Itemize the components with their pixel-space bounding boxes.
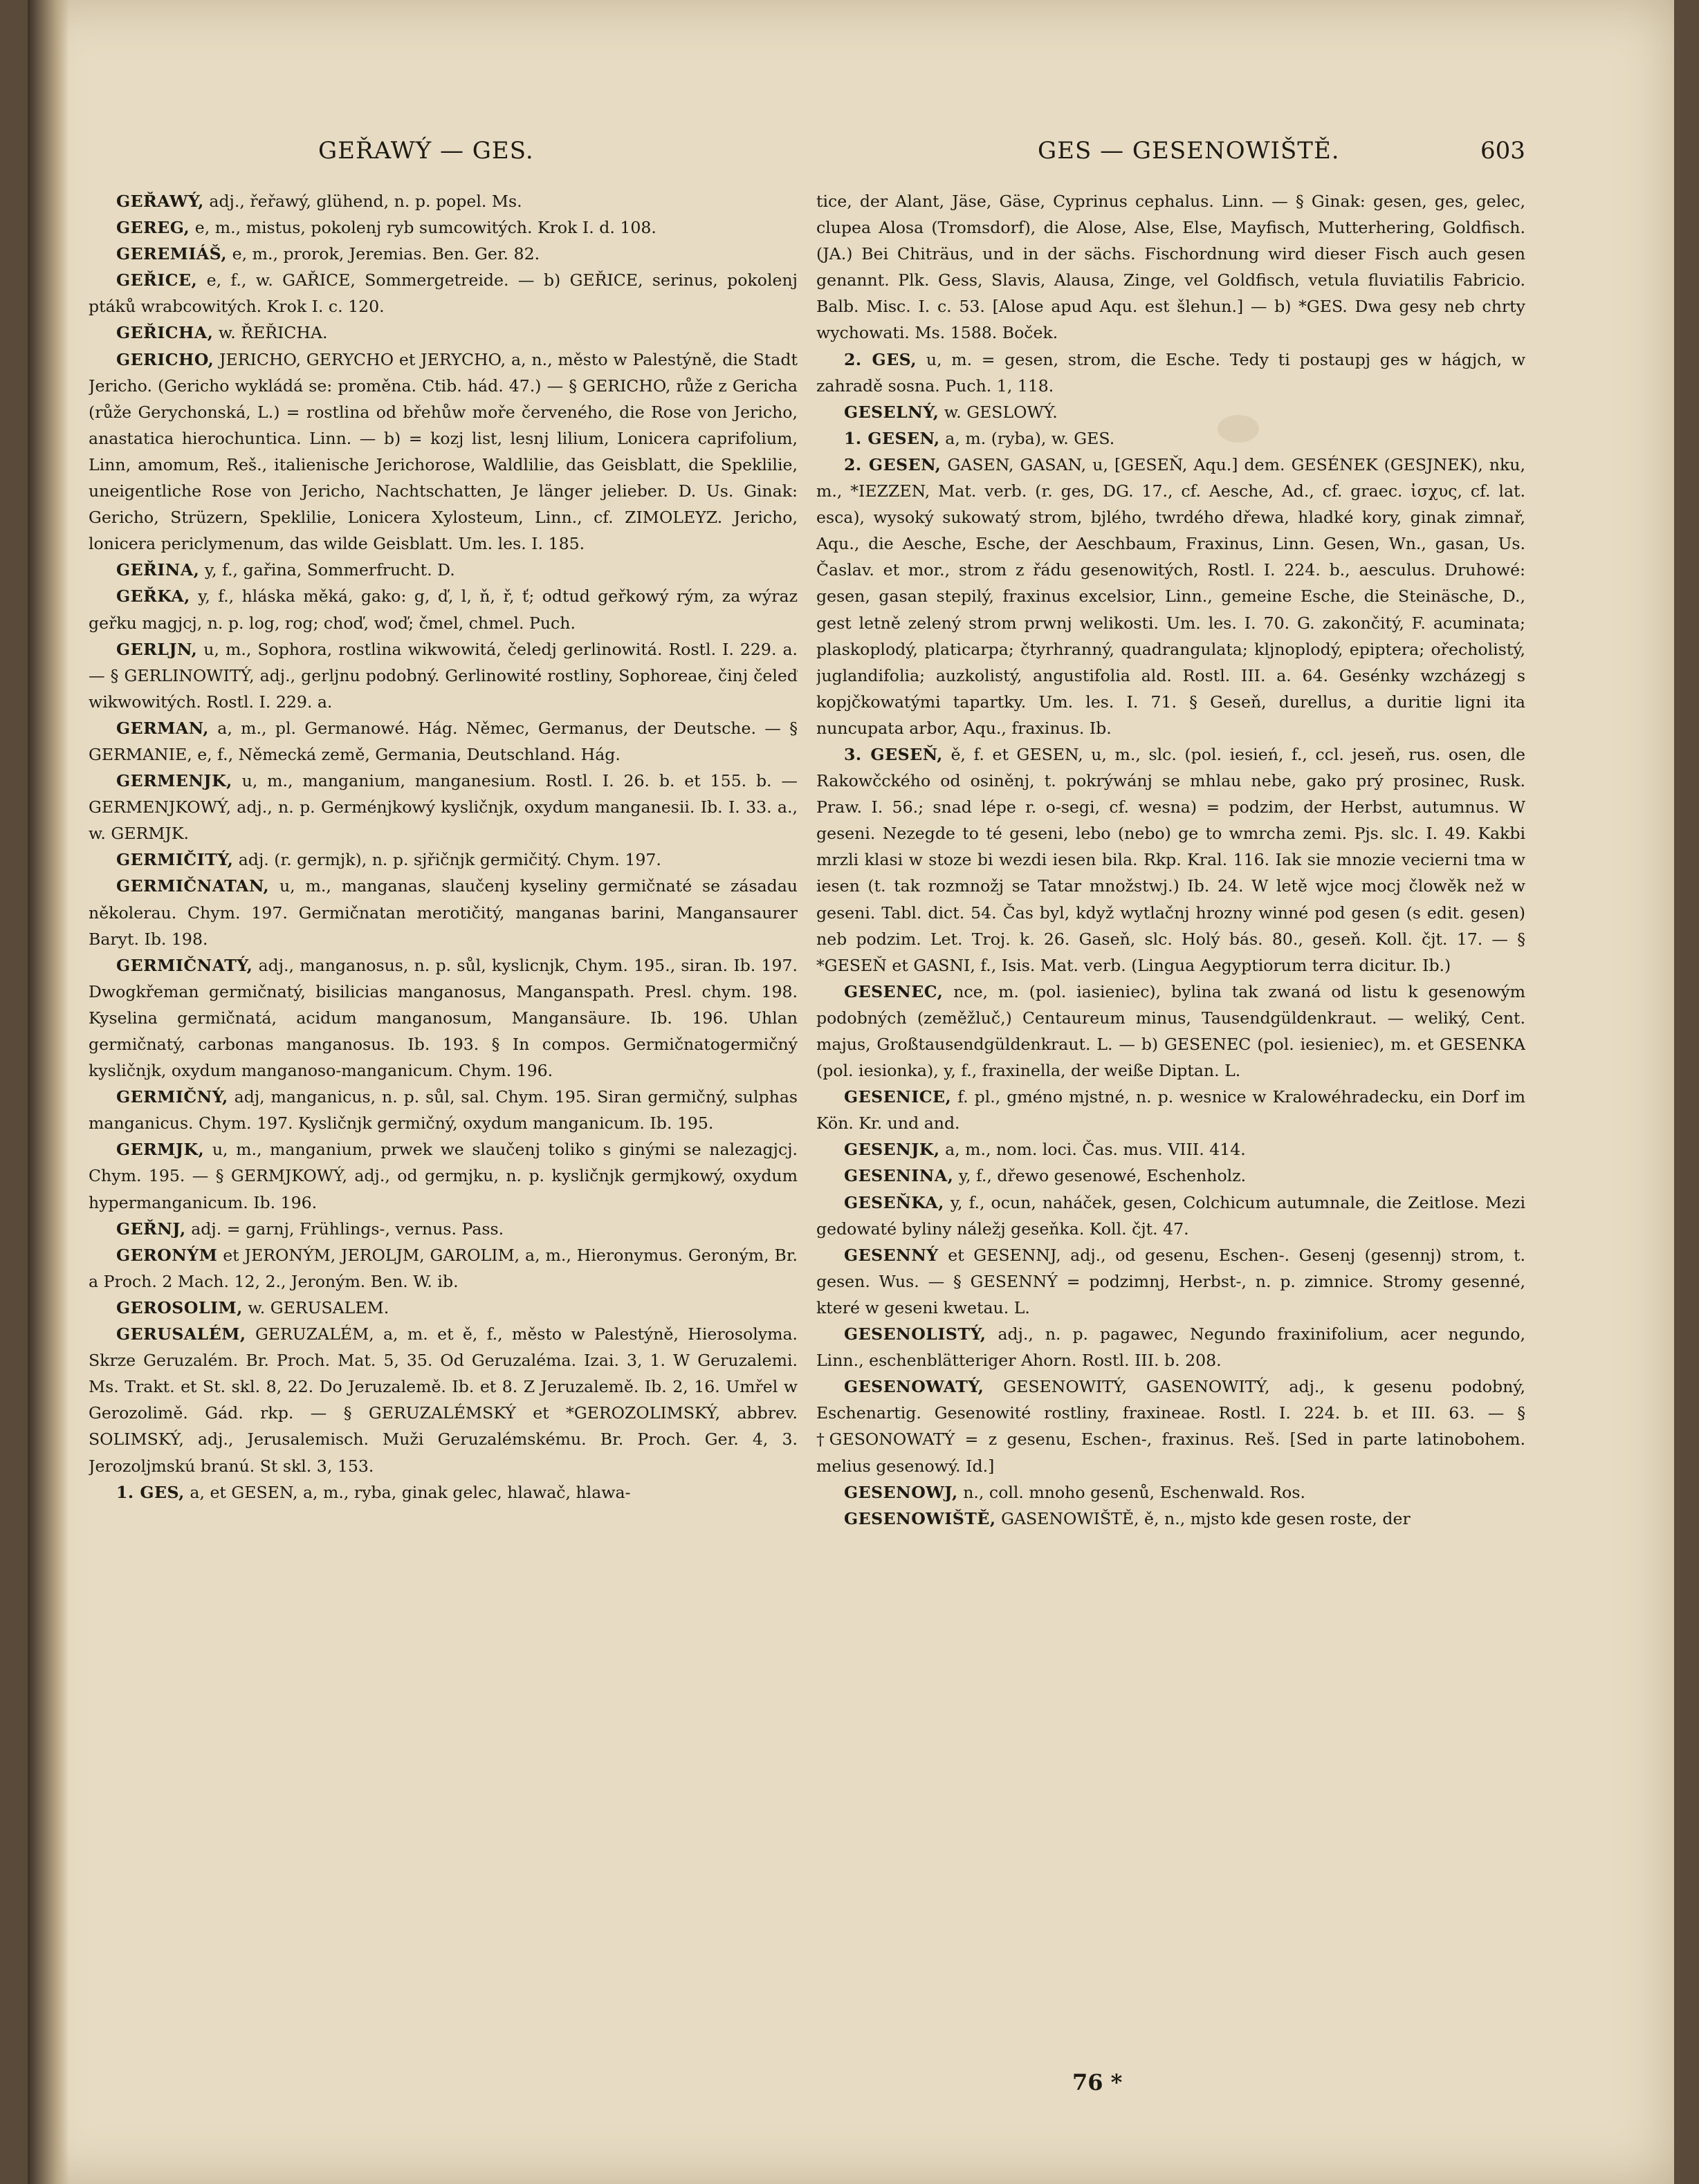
running-head-right: GES — GESENOWIŠTĚ. [1038,137,1340,165]
entry-headword: GERMAN, [116,718,209,738]
dictionary-entry [89,557,798,583]
entry-headword: GERMIČNATÝ, [116,955,253,975]
entry-definition: u, m., manganium, prwek we slaučenj toliko s ginými se nalezagjcj. Chym. 195. — § GERMJKOWÝ, adj., od germjku, n. p. kysličnjk germjkowý, oxydum hypermanganicum. Ib. 196. [89,1140,798,1212]
entry-headword: 1. GESEN, [844,428,940,448]
dictionary-entry [816,1242,1525,1321]
entry-definition: n., coll. mnoho gesenů, Eschenwald. Ros. [963,1482,1305,1502]
entry-definition: a, m. (ryba), w. GES. [945,428,1115,448]
entry-definition: a, m., pl. Germanowé. Hág. Němec, Germanus, der Deutsche. — § GERMANIE, e, f., Německá země, Germania, Deutschland. Hág. [89,718,798,764]
dictionary-entry [816,1373,1525,1479]
dictionary-entry [816,188,1525,346]
entry-headword: GEŘICHA, [116,323,214,343]
entry-definition: et GESENNJ, adj., od gesenu, Eschen-. Gesenj (gesennj) strom, t. gesen. Wus. — § GESENNÝ = podzimnj, Herbst-, n. p. zimnice. Stromy gesenné, které w geseni kwetau. L. [816,1245,1525,1317]
dictionary-entry [89,1479,798,1506]
dictionary-entry [89,768,798,846]
entry-definition: GESENOWITÝ, GASENOWITÝ, adj., k gesenu podobný, Eschenartig. Gesenowité rostliny, fraxineae. Rostl. I. 224. b. et III. 63. — § †GESONOWATÝ = z gesenu, Eschen-, fraxinus. Reš. [Sed in parte latinobohem. melius gesenowý. Id.] [816,1377,1525,1476]
entry-headword: GESELNÝ, [844,402,939,422]
entry-definition: y, f., gařina, Sommerfrucht. D. [204,560,455,580]
entry-headword: GESEŇKA, [844,1192,944,1212]
dictionary-entry [89,1216,798,1242]
entry-definition: ě, f. et GESEN, u, m., slc. (pol. iesień, f., ccl. jeseň, rus. osen, dle Rakowčckého od osiněnj, t. pokrýwánj se mhlau nebe, gako prý prosinec, Rusk. Praw. I. 56.; snad lépe r. o-segi, cf. wesna) = podzim, der Herbst, autumnus. W geseni. Nezegde to té geseni, lebo (nebo) ge to wmrcha zemi. Pjs. slc. I. 49. Kakbi mrzli klasi w stoze bi wezdi iesen bila. Rkp. Kral. 116. Iak sie mnozie vecierni tma w iesen (t. tak rozmnožj se Tatar množstwj.) Ib. 24. W letě wjce mocj člowěk než w geseni. Tabl. dict. 54. Čas byl, když wytlačnj hrozny winné pod gesen (s edit. gesen) neb podzim. Let. Troj. k. 26. Gaseň, slc. Holý bás. 80., geseň. Koll. čjt. 17. — § *GESEŇ et GASNI, f., Isis. Mat. verb. (Lingua Aegyptiorum terra dicitur. Ib.) [816,744,1525,975]
entry-headword: GESENJK, [844,1140,940,1160]
entry-definition: u, m., Sophora, rostlina wikwowitá, čeledj gerlinowitá. Rostl. I. 229. a. — § GERLINOWITÝ, adj., gerljnu podobný. Gerlinowité rostliny, Sophoreae, činj čeleď wikwowitých. Rostl. I. 229. a. [89,639,798,712]
entry-headword: GEREG, [116,218,190,238]
entry-definition: GASENOWIŠTĚ, ě, n., mjsto kde gesen roste, der [1001,1508,1411,1528]
entry-definition: y, f., dřewo gesenowé, Eschenholz. [958,1166,1247,1186]
entry-headword: GERONÝM [116,1245,218,1265]
entry-definition: w. GESLOWÝ. [944,402,1058,422]
dictionary-entry [89,636,798,715]
entry-headword: GESENEC, [844,981,944,1001]
dictionary-entry [816,1163,1525,1189]
entry-headword: GESENOWATÝ, [844,1377,984,1397]
entry-headword: 3. GESEŇ, [844,744,943,764]
entry-definition: a, et GESEN, a, m., ryba, ginak gelec, hlawač, hlawa- [190,1482,631,1502]
entry-definition: GASEN, GASAN, u, [GESEŇ, Aqu.] dem. GESÉNEK (GESJNEK), nku, m., *IEZZEN, Mat. verb. (r. ges, DG. 17., cf. Aesche, Ad., cf. graec. ἰσχυς, cf. lat. esca), wysoký sukowatý strom, bjlého, twrdého dřewa, hladké kory, ginak zimnař, Aqu., die Aesche, Esche, der Aeschbaum, Fraxinus, Linn. Gesen, Wn., gasan, Us. Časlav. et mor., strom z řádu gesenowitých, Rostl. I. 224. b., aesculus. Druhowé: gesen, gasan stepilý, fraxinus excelsior, Linn., gemeine Esche, die Steinäsche, D., gest letně zelený strom prwnj welikosti. Um. les. I. 70. G. zakončitý, F. acuminata; plaskoplodý, platicarpa; čtyrhranný, quadrangulata; kljnoplodý, epiptera; ořecholistý, juglandifolia; auzkolistý, angustifolia ald. Rostl. III. a. 64. Gesénky wzcházegj s kopjčkowatými tapartky. Um. les. I. 71. § Geseň, durellus, a duritie ligni ita nuncupata arbor, Aqu., fraxinus. Ib. [816,454,1525,738]
entry-definition: y, f., ocun, naháček, gesen, Colchicum autumnale, die Zeitlose. Mezi gedowaté byliny náležj geseňka. Koll. čjt. 47. [816,1192,1525,1239]
entry-definition: adj., řeřawý, glühend, n. p. popel. Ms. [209,192,522,211]
dictionary-entry [89,1242,798,1295]
left-column [89,188,798,2042]
entry-headword: GERMIČITÝ, [116,850,234,870]
dictionary-page [28,0,1674,2184]
dictionary-entry [89,214,798,241]
entry-definition: f. pl., gméno mjstné, n. p. wesnice w Kralowéhradecku, ein Dorf im Kön. Kr. und and. [816,1087,1525,1133]
dictionary-entry [89,1295,798,1321]
dictionary-entry [89,267,798,320]
entry-headword: GESENOWJ, [844,1482,958,1502]
dictionary-entry [816,452,1525,741]
dictionary-entry [89,188,798,214]
entry-headword: GEROSOLIM, [116,1297,243,1317]
entry-definition: et JERONÝM, JEROLJM, GAROLIM, a, m., Hieronymus. Geroným, Br. a Proch. 2 Mach. 12, 2., Jeroným. Ben. W. ib. [89,1245,798,1291]
entry-definition: adj. = garnj, Frühlings-, vernus. Pass. [191,1219,504,1239]
dictionary-entry [816,1136,1525,1163]
dictionary-entry [89,846,798,873]
entry-definition: adj. (r. germjk), n. p. sjřičnjk germičitý. Chym. 197. [238,850,661,870]
entry-definition: w. ŘEŘICHA. [218,323,328,343]
entry-headword: GEŘKA, [116,586,190,607]
running-head-left: GEŘAWÝ — GES. [318,137,534,165]
dictionary-entry [89,1084,798,1136]
entry-definition: GERUZALÉM, a, m. et ě, f., město w Palestýně, Hierosolyma. Skrze Geruzalém. Br. Proch. Mat. 5, 35. Od Geruzaléma. Izai. 3, 1. W Geruzalemi. Ms. Trakt. et St. skl. 8, 22. Do Jeruzalemě. Ib. et 8. Z Jeruzalemě. Ib. 2, 16. Umřel w Gerozolimě. Gád. rkp. — § GERUZALÉMSKÝ et *GEROZOLIMSKÝ, abbrev. SOLIMSKÝ, adj., Jerusalemisch. Muži Geruzalémskému. Br. Proch. Ger. 4, 3. Jerozoljmskú branú. St skl. 3, 153. [89,1324,798,1476]
entry-definition: e, f., w. GAŘICE, Sommergetreide. — b) GEŘICE, serinus, pokolenj ptáků wrabcowitých. Krok I. c. 120. [89,270,798,317]
dictionary-entry [816,979,1525,1084]
dictionary-entry [816,741,1525,979]
entry-definition: adj., manganosus, n. p. sůl, kyslicnjk, Chym. 195., siran. Ib. 197. Dwogkřeman germičnatý, bisilicias manganosus, Manganspath. Presl. chym. 198. Kyselina germičnatá, acidum manganosum, Mangansäure. Ib. 196. Uhlan germičnatý, carbonas manganosus. Ib. 193. § In compos. Germičnatogermičný kysličnjk, oxydum manganoso-manganicum. Chym. 196. [89,955,798,1081]
entry-headword: 2. GES, [844,349,917,369]
entry-headword: GERMENJK, [116,771,232,791]
entry-definition: tice, der Alant, Jäse, Gäse, Cyprinus cephalus. Linn. — § Ginak: gesen, ges, gelec, clupea Alosa (Tromsdorf), die Alose, Alse, Else, Mayfisch, Mutterhering, Goldfisch. (JA.) Bei Chiträus, und in der sächs. Fischordnung wird dieser Fisch auch gesen genannt. Plk. Gess, Slavis, Alausa, Zinge, vel Goldfisch, vetula fluviatilis Fabricio. Balb. Misc. I. c. 53. [Alose apud Aqu. est šlehun.] — b) *GES. Dwa gesy neb chrty wychowati. Ms. 1588. Boček. [816,192,1525,343]
dictionary-entry [816,1190,1525,1242]
entry-definition: u, m., manganas, slaučenj kyseliny germičnaté se zásadau několerau. Chym. 197. Germičnatan merotičitý, manganas barini, Mangansaurer Baryt. Ib. 198. [89,876,798,949]
right-column [816,188,1525,2042]
entry-headword: GEŘNJ, [116,1219,186,1239]
dictionary-entry [816,1321,1525,1373]
entry-headword: GEŘINA, [116,560,200,580]
signature-mark: 76 * [1072,2069,1123,2095]
dictionary-entry [89,715,798,768]
entry-headword: GESENNÝ [844,1245,939,1265]
entry-definition: adj, manganicus, n. p. sůl, sal. Chym. 195. Siran germičný, sulphas manganicus. Chym. 197. Kysličnjk germičný, oxydum manganicum. Ib. 195. [89,1087,798,1133]
entry-definition: adj., n. p. pagawec, Negundo fraxinifolium, acer negundo, Linn., eschenblätteriger Ahorn. Rostl. III. b. 208. [816,1324,1525,1371]
dictionary-entry [89,241,798,267]
dictionary-entry [89,320,798,346]
entry-headword: GESENOWIŠTĚ, [844,1508,996,1528]
page-number: 603 [1480,137,1525,165]
entry-definition: e, m., prorok, Jeremias. Ben. Ger. 82. [232,244,540,264]
entry-definition: w. GERUSALEM. [248,1297,389,1317]
entry-headword: 2. GESEN, [844,454,942,474]
entry-headword: GESENOLISTÝ, [844,1324,986,1344]
dictionary-entry [816,1479,1525,1506]
entry-headword: GERLJN, [116,639,198,659]
entry-definition: a, m., nom. loci. Čas. mus. VIII. 414. [945,1140,1246,1160]
entry-definition: e, m., mistus, pokolenj ryb sumcowitých. Krok I. d. 108. [194,218,656,238]
dictionary-entry [89,1136,798,1215]
entry-definition: y, f., hláska měká, gako: g, ď, l, ň, ř, ť; odtud geřkowý rým, za wýraz geřku magjcj, n. p. log, rog; choď, woď; čmel, chmel. Puch. [89,586,798,633]
entry-headword: GESENINA, [844,1166,954,1186]
entry-headword: GERMIČNÝ, [116,1087,228,1107]
entry-headword: GERUSALÉM, [116,1324,246,1344]
entry-headword: 1. GES, [116,1482,185,1502]
dictionary-entry [816,1084,1525,1136]
dictionary-entry [816,1506,1525,1532]
dictionary-entry [89,1321,798,1479]
entry-headword: GEŘAWÝ, [116,192,204,211]
dictionary-entry [816,346,1525,399]
entry-headword: GEŘICE, [116,270,198,290]
book-gutter [28,0,69,2184]
dictionary-entry [89,952,798,1084]
entry-headword: GESENICE, [844,1087,952,1107]
entry-definition: u, m. = gesen, strom, die Esche. Tedy ti postaupj ges w hágjch, w zahradě sosna. Puch. 1, 118. [816,349,1525,396]
entry-headword: GERMJK, [116,1140,205,1160]
entry-headword: GEREMIÁŠ, [116,244,228,264]
dictionary-entry [816,399,1525,425]
dictionary-entry [89,583,798,636]
entry-headword: GERICHO, [116,349,214,369]
entry-headword: GERMIČNATAN, [116,876,270,896]
dictionary-entry [816,425,1525,452]
entry-definition: u, m., manganium, manganesium. Rostl. I. 26. b. et 155. b. — GERMENJKOWÝ, adj., n. p. Germénjkowý kysličnjk, oxydum manganesii. Ib. I. 33. a., w. GERMJK. [89,771,798,844]
dictionary-entry [89,873,798,952]
dictionary-entry [89,346,798,557]
entry-definition: nce, m. (pol. iasieniec), bylina tak zwaná od listu k gesenowým podobných (zeměžluč,) Centaureum minus, Tausendgüldenkraut. — weliký, Cent. majus, Großtausendgüldenkraut. L. — b) GESENEC (pol. iesieniec), m. et GESENKA (pol. iesionka), y, f., fraxinella, der weiße Diptan. L. [816,981,1525,1081]
entry-definition: JERICHO, GERYCHO et JERYCHO, a, n., město w Palestýně, die Stadt Jericho. (Gericho wykládá se: proměna. Ctib. hád. 47.) — § GERICHO, růže z Gericha (růže Gerychonská, L.) = rostlina od břehůw moře červeného, die Rose von Jericho, anastatica hierochuntica. Linn. — b) = kozj list, lesnj lilium, Lonicera caprifolium, Linn, amomum, Reš., italienische Jerichorose, Waldlilie, das Geisblatt, die Speklilie, uneigentliche Rose von Jericho, Nachtschatten, Je länger jelieber. D. Us. Ginak: Gericho, Strüzern, Speklilie, Lonicera Xylosteum, Linn., cf. ZIMOLEYZ. Jericho, lonicera periclymenum, das wilde Geisblatt. Um. les. I. 185. [89,349,798,554]
